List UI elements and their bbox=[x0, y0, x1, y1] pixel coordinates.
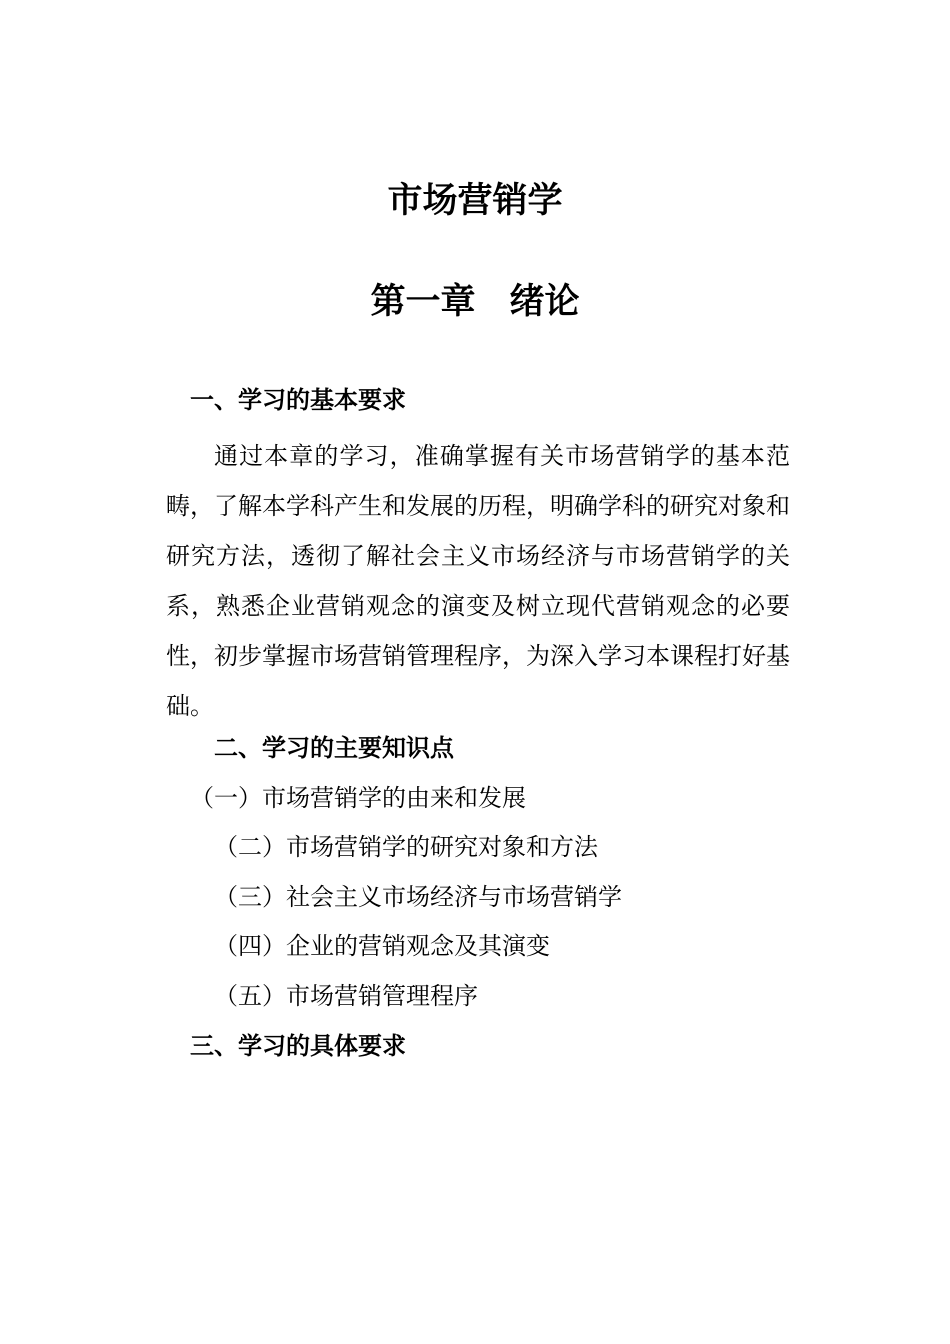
chapter-title bbox=[0, 282, 950, 322]
list-item-key-point: （一）市场营销学的由来和发展 bbox=[190, 784, 526, 812]
document-title: 市场营销学 bbox=[387, 181, 563, 221]
list-item-key-point: （三）社会主义市场经济与市场营销学 bbox=[214, 883, 622, 911]
list-item-key-point: （四）企业的营销观念及其演变 bbox=[214, 932, 550, 960]
section-heading-basic-requirements: 一、学习的基本要求 bbox=[190, 386, 406, 414]
list-item-key-point: （二）市场营销学的研究对象和方法 bbox=[214, 833, 598, 861]
section-heading-key-points: 二、学习的主要知识点 bbox=[214, 734, 454, 762]
list-item-key-point: （五）市场营销管理程序 bbox=[214, 982, 478, 1010]
section-paragraph-basic-requirements: 通过本章的学习，准确掌握有关市场营销学的基本范畴，了解本学科产生和发展的历程，明确学科的研究对象和研究方法，透彻了解社会主义市场经济与市场营销学的关系，熟悉企业营销观念的演变及树立现代营销观念的必要性，初步掌握市场营销管理程序，为深入学习本课程打好基础。 bbox=[166, 442, 790, 720]
section-heading-specific-requirements: 三、学习的具体要求 bbox=[190, 1032, 406, 1060]
chapter-number: 第一章 bbox=[370, 282, 476, 322]
chapter-name: 绪论 bbox=[509, 282, 580, 322]
